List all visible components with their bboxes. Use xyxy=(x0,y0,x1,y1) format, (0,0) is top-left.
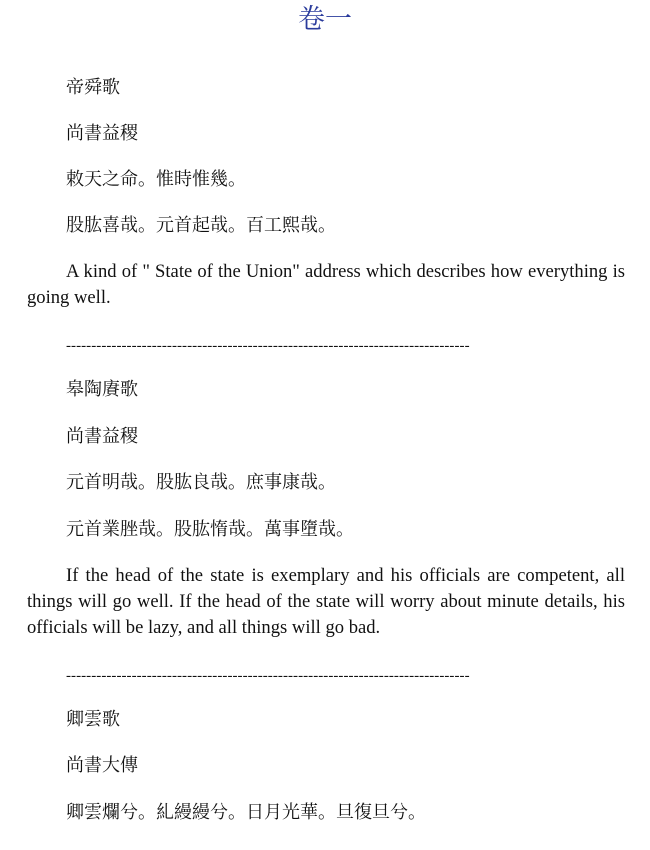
section-1-verse-1: 敕天之命。惟時惟幾。 xyxy=(66,169,246,190)
section-1-commentary: A kind of " State of the Union" address which describes how everything is going well. xyxy=(27,261,625,308)
section-1-verse-2: 股肱喜哉。元首起哉。百工熙哉。 xyxy=(66,215,336,236)
section-1-heading: 帝舜歌 xyxy=(66,77,120,98)
section-3-heading: 卿雲歌 xyxy=(66,709,120,730)
section-2-commentary: If the head of the state is exemplary and his officials are competent, all things will go well. If the head of the state will worry about minute details, his officials will be lazy, and all things will go bad. xyxy=(27,565,625,638)
section-2-verse-2: 元首業脞哉。股肱惰哉。萬事墮哉。 xyxy=(66,519,354,540)
divider-1: -------------------------------------------------------------------------------- xyxy=(66,338,470,354)
page-title: 卷一 xyxy=(298,4,352,35)
section-3-source: 尚書大傳 xyxy=(66,755,138,776)
section-1-source: 尚書益稷 xyxy=(66,123,138,144)
section-2-verse-1: 元首明哉。股肱良哉。庶事康哉。 xyxy=(66,472,336,493)
section-2-source: 尚書益稷 xyxy=(66,426,138,447)
section-2-heading: 皋陶賡歌 xyxy=(66,379,138,400)
section-3-verse-1: 卿雲爛兮。糺縵縵兮。日月光華。旦復旦兮。 xyxy=(66,802,426,823)
divider-2: -------------------------------------------------------------------------------- xyxy=(66,668,470,684)
